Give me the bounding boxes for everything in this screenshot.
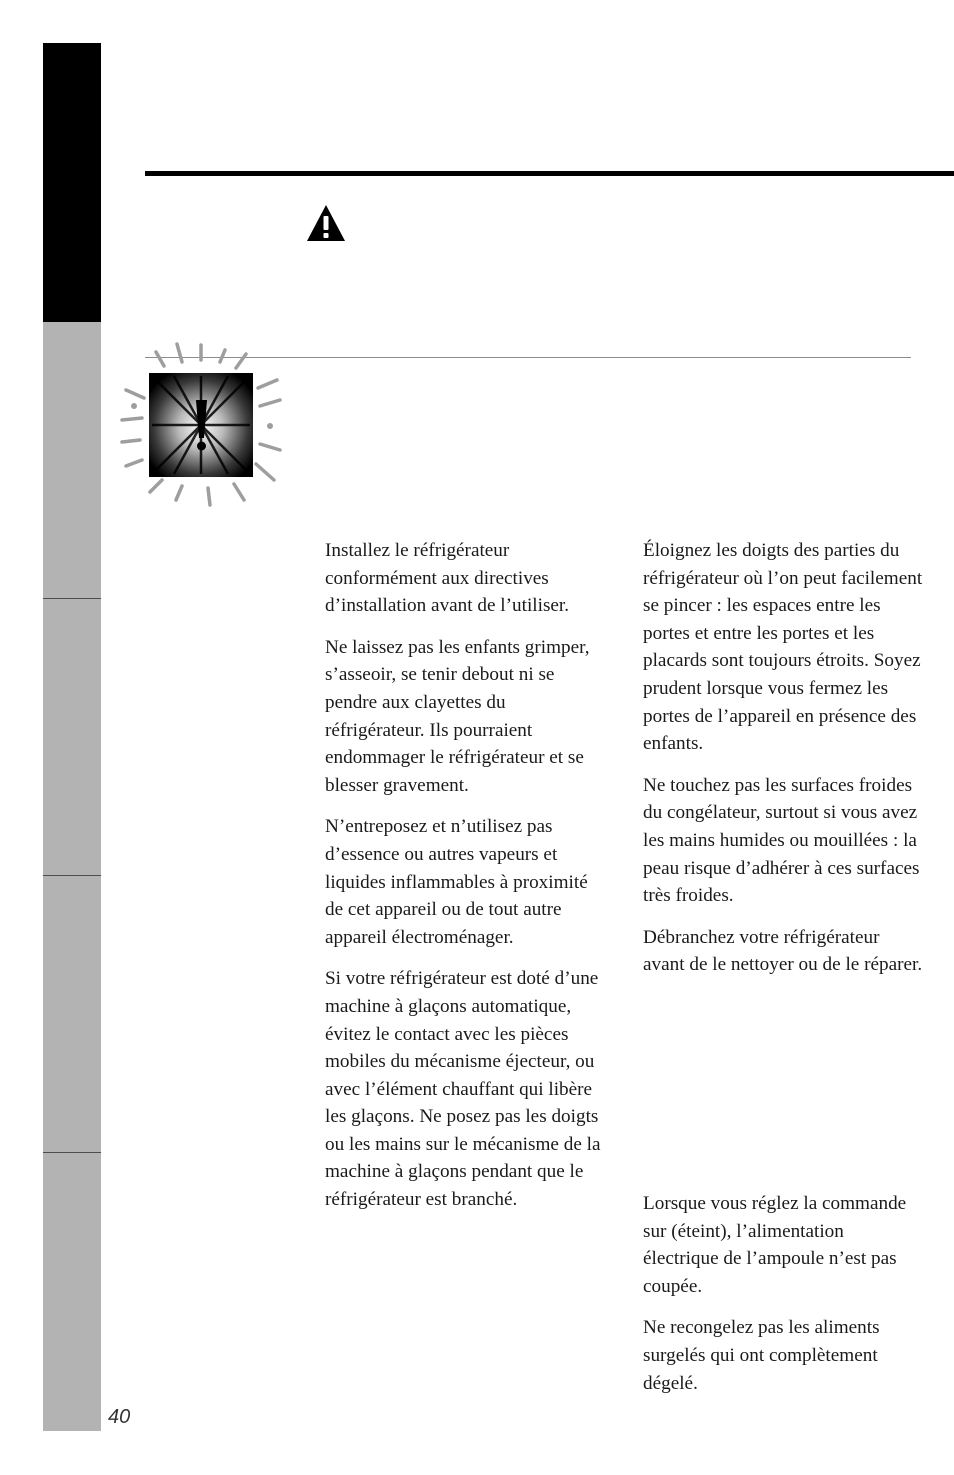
safety-paragraph: Ne recongelez pas les aliments surgelés qui ont complètement dégelé.	[643, 1317, 880, 1394]
header-rule	[145, 171, 954, 176]
right-column-lower	[643, 1190, 923, 1411]
safety-paragraph: Ne touchez pas les surfaces froides du congélateur, surtout si vous avez les mains humides ou mouillées : la peau risque d’adhérer à ces surfaces très froides.	[643, 774, 920, 907]
left-column	[325, 537, 605, 1228]
tab-divider	[43, 875, 101, 876]
tab-divider	[43, 598, 101, 599]
safety-paragraph: Débranchez votre réfrigérateur avant de le nettoyer ou de le réparer.	[643, 926, 923, 976]
safety-paragraph: Lorsque vous réglez la commande sur (éteint), l’alimentation électrique de l’ampoule n’est pas coupée.	[643, 1193, 907, 1297]
safety-paragraph: Ne laissez pas les enfants grimper, s’asseoir, se tenir debout ni se pendre aux clayettes du réfrigérateur. Ils pourraient endommager le réfrigérateur et se blesser gravement.	[325, 636, 590, 796]
tab-divider	[43, 1152, 101, 1153]
right-column	[643, 537, 923, 993]
safety-paragraph: Éloignez les doigts des parties du réfrigérateur où l’on peut facilement se pincer : les espaces entre les portes et entre les portes et les placards sont toujours étroits. Soyez prudent lorsque vous fermez les portes de l’appareil en présence des enfants.	[643, 540, 923, 755]
page-number: 40	[108, 1406, 131, 1428]
section-tab-strip	[43, 322, 101, 1431]
exclamation-burst-icon	[112, 340, 287, 510]
safety-paragraph: Installez le réfrigérateur conformément aux directives d’installation avant de l’utiliser.	[325, 540, 570, 617]
safety-paragraph: Si votre réfrigérateur est doté d’une machine à glaçons automatique, évitez le contact avec les pièces mobiles du mécanisme éjecteur, ou avec l’élément chauffant qui libère les glaçons. Ne posez pas les doigts ou les mains sur le mécanisme de la machine à glaçons pendant que le réfrigérateur est branché.	[325, 968, 601, 1211]
warning-triangle-icon	[305, 203, 347, 243]
section-tab-active	[43, 43, 101, 322]
safety-paragraph: N’entreposez et n’utilisez pas d’essence ou autres vapeurs et liquides inflammables à proximité de cet appareil ou de tout autre appareil électroménager.	[325, 816, 588, 948]
